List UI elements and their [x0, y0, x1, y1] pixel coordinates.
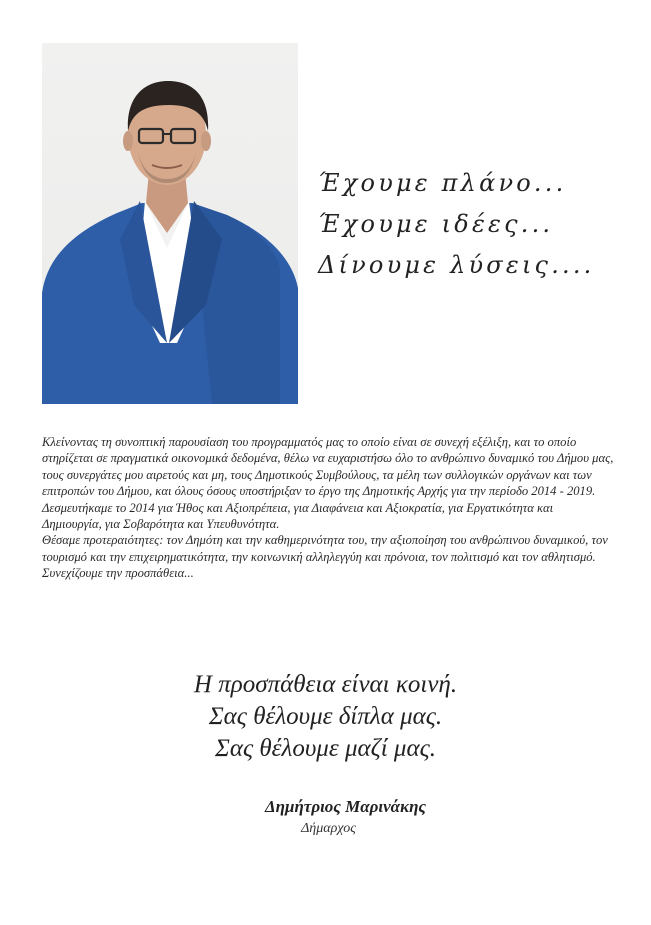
signature-block — [0, 796, 651, 840]
statement-paragraph: Κλείνοντας τη συνοπτική παρουσίαση του προγραμματός μας το οποίο είναι σε συνεχή εξέλιξη, και το οποίο στηρίζεται σε πραγματικά οικονομικά δεδομένα, θέλω να ευχαριστήσω όλο το ανθρώπινο δυναμικό του Δήμου μας, τους συνεργάτες μου αιρετούς και μη, τους Δημοτικούς Συμβούλους, τα μέλη των συλλογικών οργάνων και των επιτροπών του Δήμου, και όλους όσους υποστήριξαν το έργο της Δημοτικής Αρχής για την περίοδο 2014 - 2019. — [42, 435, 614, 499]
statement-paragraph: Συνεχίζουμε την προσπάθεια... — [42, 566, 194, 581]
motto-line: Σας θέλουμε δίπλα μας. — [208, 703, 443, 730]
signer-name: Δημήτριος Μαρινάκης — [265, 797, 426, 816]
motto-line: Η προσπάθεια είναι κοινή. — [193, 671, 458, 698]
mayor-portrait-photo — [42, 43, 298, 404]
closing-statement — [42, 434, 614, 582]
motto-block — [0, 669, 651, 765]
motto-line: Σας θέλουμε μαζί μας. — [214, 735, 436, 762]
portrait-illustration — [42, 43, 298, 404]
slogan-line: Έχουμε ιδέες... — [318, 210, 554, 238]
statement-paragraph: Θέσαμε προτεραιότητες: τον Δημότη και την καθημερινότητα του, την αξιοποίηση του ανθρώπινου δυναμικού, τον τουρισμό και την επιχειρηματικότητα, την κοινωνική αλληλεγγύη και πρόνοια, τον πολιτισμό και τον αθλητισμό. — [42, 533, 608, 564]
signer-title: Δήμαρχος — [301, 821, 356, 836]
statement-paragraph: Δεσμευτήκαμε το 2014 για Ήθος και Αξιοπρέπεια, για Διαφάνεια και Αξιοκρατία, για Εργατικότητα και Δημιουργία, για Σοβαρότητα και Υπευθυνότητα. — [42, 500, 554, 532]
slogan-block — [318, 163, 618, 286]
slogan-line: Έχουμε πλάνο... — [318, 169, 567, 197]
slogan-line: Δίνουμε λύσεις.... — [318, 251, 595, 279]
